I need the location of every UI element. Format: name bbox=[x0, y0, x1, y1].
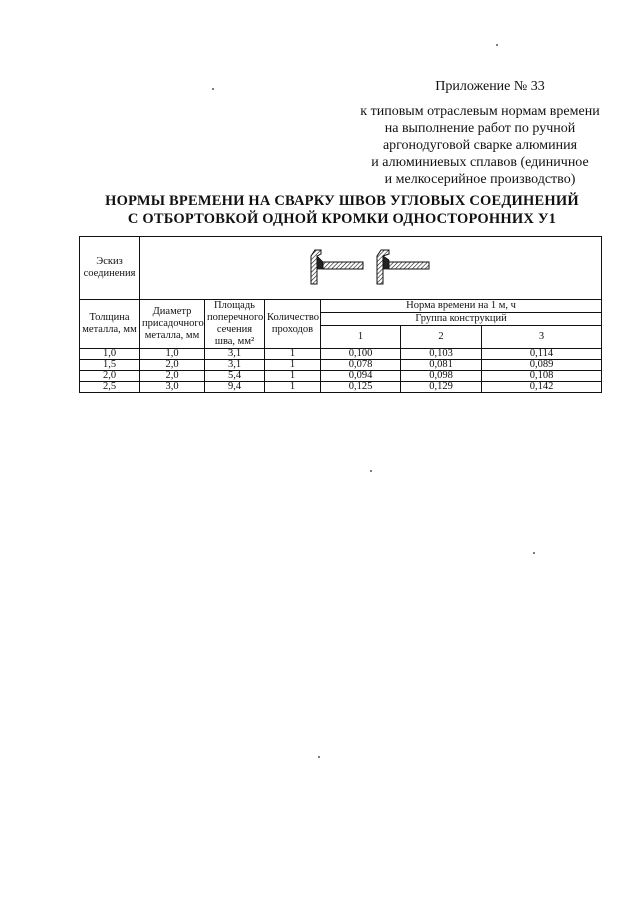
cell-thickness: 1,0 bbox=[80, 349, 140, 360]
cell-g3: 0,089 bbox=[482, 360, 602, 371]
header-norm: Норма времени на 1 м, ч bbox=[321, 300, 602, 313]
cell-g3: 0,114 bbox=[482, 349, 602, 360]
table-row bbox=[80, 349, 602, 360]
header-group: Группа конструкций bbox=[321, 313, 602, 326]
header-passes: Количество проходов bbox=[265, 300, 321, 349]
cell-area: 9,4 bbox=[205, 382, 265, 393]
appendix-header bbox=[360, 78, 600, 188]
cell-thickness: 1,5 bbox=[80, 360, 140, 371]
cell-g1: 0,078 bbox=[321, 360, 401, 371]
appendix-line-3: аргонодуговой сварке алюминия bbox=[382, 138, 578, 153]
cell-thickness: 2,0 bbox=[80, 371, 140, 382]
appendix-line-1: к типовым отраслевым нормам времени bbox=[360, 104, 600, 119]
scan-speck bbox=[212, 88, 214, 90]
cell-g1: 0,125 bbox=[321, 382, 401, 393]
table-row bbox=[80, 360, 602, 371]
joint-sketch bbox=[140, 237, 602, 300]
cell-diameter: 1,0 bbox=[140, 349, 205, 360]
appendix-line-4: и алюминиевых сплавов (единичное bbox=[371, 155, 589, 170]
scan-speck bbox=[496, 44, 498, 46]
cell-g2: 0,098 bbox=[401, 371, 482, 382]
appendix-number: Приложение № 33 bbox=[435, 79, 545, 94]
cell-thickness: 2,5 bbox=[80, 382, 140, 393]
cell-passes: 1 bbox=[265, 349, 321, 360]
appendix-line-5: и мелкосерийное производство) bbox=[384, 172, 576, 187]
cell-area: 3,1 bbox=[205, 360, 265, 371]
scan-speck bbox=[533, 552, 535, 554]
cell-passes: 1 bbox=[265, 382, 321, 393]
cell-diameter: 2,0 bbox=[140, 371, 205, 382]
header-area: Площадь поперечного сечения шва, мм² bbox=[205, 300, 265, 349]
header-group-1: 1 bbox=[321, 326, 401, 349]
scan-speck bbox=[318, 756, 320, 758]
cell-g2: 0,129 bbox=[401, 382, 482, 393]
table-row bbox=[80, 382, 602, 393]
cell-passes: 1 bbox=[265, 371, 321, 382]
table-row bbox=[80, 371, 602, 382]
header-thickness: Толщина металла, мм bbox=[80, 300, 140, 349]
cell-g3: 0,108 bbox=[482, 371, 602, 382]
cell-g2: 0,103 bbox=[401, 349, 482, 360]
title-line-1: НОРМЫ ВРЕМЕНИ НА СВАРКУ ШВОВ УГЛОВЫХ СОЕДИНЕНИЙ bbox=[105, 193, 579, 209]
sketch-label: Эскиз соединения bbox=[80, 237, 140, 300]
title-line-2: С ОТБОРТОВКОЙ ОДНОЙ КРОМКИ ОДНОСТОРОННИХ У1 bbox=[127, 211, 557, 227]
cell-area: 3,1 bbox=[205, 349, 265, 360]
header-group-2: 2 bbox=[401, 326, 482, 349]
cell-diameter: 3,0 bbox=[140, 382, 205, 393]
weld-joint-sketch-icon bbox=[301, 244, 441, 288]
cell-passes: 1 bbox=[265, 360, 321, 371]
cell-g1: 0,100 bbox=[321, 349, 401, 360]
scan-speck bbox=[370, 470, 372, 472]
header-group-3: 3 bbox=[482, 326, 602, 349]
header-diameter: Диаметр присадочного металла, мм bbox=[140, 300, 205, 349]
norms-table bbox=[79, 236, 602, 393]
document-title bbox=[74, 192, 610, 228]
cell-diameter: 2,0 bbox=[140, 360, 205, 371]
cell-g1: 0,094 bbox=[321, 371, 401, 382]
cell-g3: 0,142 bbox=[482, 382, 602, 393]
appendix-line-2: на выполнение работ по ручной bbox=[384, 121, 576, 136]
cell-g2: 0,081 bbox=[401, 360, 482, 371]
cell-area: 5,4 bbox=[205, 371, 265, 382]
